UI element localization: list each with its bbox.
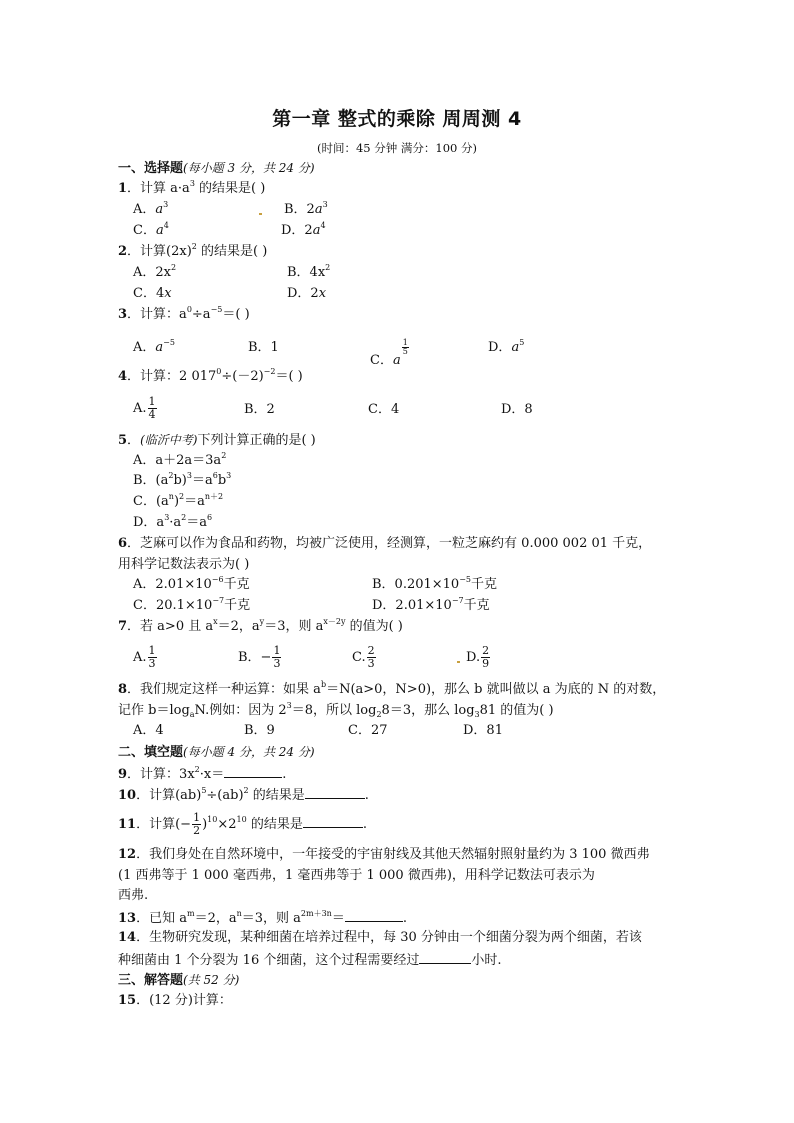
question-2: 2．计算$(2x)^2$ 的结果是( ) <box>118 242 268 259</box>
option-7c: C. $\frac{2}{3}$ <box>352 644 375 670</box>
option-4b: B．2 <box>244 402 275 417</box>
fraction: $\frac{1}{3}$ <box>148 644 156 670</box>
answer-blank[interactable] <box>419 950 471 964</box>
question-8-cont: 记作 $b=\log_aN$.例如：因为 $2^3=8$，所以 $\log_28=3$，那么 $\log_381$ 的值为( ) <box>118 701 554 719</box>
option-6d: D．$2.01\times 10^{-7}$千克 <box>372 596 490 613</box>
option-2a: A．$2x^2$ <box>133 263 177 280</box>
question-12-cont2: 西弗. <box>118 888 149 903</box>
option-2c: C．4x <box>133 286 172 301</box>
option-8c: C．27 <box>348 723 388 738</box>
question-1: 1．计算 $a\cdot a^3$ 的结果是( ) <box>118 179 266 196</box>
option-5a: A．$a+2a=3a^2$ <box>133 451 227 468</box>
question-7: 7．若 a>0 且 $a^x=2$，$a^y=3$，则 $a^{x-2y}$ 的值为( ) <box>118 617 403 634</box>
question-15: 15．(12 分)计算： <box>118 993 232 1008</box>
fraction: $\frac{2}{9}$ <box>482 644 490 670</box>
question-10: 10．计算(ab)$^5$÷(ab)$^2$ 的结果是 . <box>118 786 369 803</box>
question-14: 14．生物研究发现，某种细菌在培养过程中，每 30 分钟由一个细菌分裂为两个细菌，若该 <box>118 930 642 945</box>
question-13: 13．已知 $a^m=2$，$a^n=3$，则 $a^{2m+3n}=$ . <box>118 909 407 926</box>
option-3d: D．$a^5$ <box>488 338 525 355</box>
question-6-cont: 用科学记数法表示为( ) <box>118 557 250 572</box>
fraction: $\frac{2}{3}$ <box>367 644 375 670</box>
fraction: $\frac{1}{2}$ <box>193 811 201 837</box>
answer-blank[interactable] <box>224 764 282 778</box>
option-2b: B．$4x^2$ <box>287 263 331 280</box>
option-3a: A．$a^{-5}$ <box>133 338 175 355</box>
answer-blank[interactable] <box>303 814 363 828</box>
option-4d: D．8 <box>501 402 533 417</box>
option-3c: C．a $\frac{1}{5}$ <box>370 338 408 368</box>
option-2d: D．2x <box>287 286 327 301</box>
question-3: 3．计算：$a^0\div a^{-5}=$( ) <box>118 305 250 322</box>
option-8d: D．81 <box>463 723 503 738</box>
option-3b: B．1 <box>248 340 279 355</box>
question-4: 4．计算：2 $017^0\div(-2)^{-2}=$( ) <box>118 367 303 384</box>
option-7a: A. $\frac{1}{3}$ <box>133 644 156 670</box>
page-title: 第一章 整式的乘除 周周测 4 <box>272 108 522 130</box>
question-6: 6．芝麻可以作为食品和药物，均被广泛使用，经测算，一粒芝麻约有 0.000 002 01 千克， <box>118 536 652 551</box>
option-1a: A．$a^3$ <box>133 200 169 217</box>
option-4c: C．4 <box>368 402 400 417</box>
answer-blank[interactable] <box>305 785 365 799</box>
section-heading-fill: 二、填空题(每小题 4 分，共 24 分) <box>118 745 315 760</box>
question-11: 11．计算(− $\frac{1}{2}$ )$^{10}\times 2^{10}$ 的结果是 . <box>118 811 367 837</box>
question-12: 12．我们身处在自然环境中，一年接受的宇宙射线及其他天然辐射照射量约为 3 100 微西弗 <box>118 847 650 862</box>
option-7b: B．− $\frac{1}{3}$ <box>238 644 281 670</box>
section-heading-choice: 一、选择题(每小题 3 分，共 24 分) <box>118 161 315 176</box>
section-heading-solve: 三、解答题(共 52 分) <box>118 973 240 988</box>
fraction: $\frac{1}{4}$ <box>148 395 156 421</box>
question-9: 9．计算：$3x^2\cdot x=$ . <box>118 765 287 782</box>
option-1d: D．$2a^4$ <box>281 221 326 238</box>
option-1c: C．$a^4$ <box>133 221 169 238</box>
option-5d: D．$a^3\cdot a^2=a^6$ <box>133 513 213 530</box>
option-6c: C．$20.1\times 10^{-7}$千克 <box>133 596 251 613</box>
page-subtitle: (时间：45 分钟 满分：100 分) <box>316 141 478 155</box>
option-8b: B．9 <box>244 723 275 738</box>
option-6a: A．$2.01\times 10^{-6}$千克 <box>133 575 250 592</box>
stray-mark <box>457 661 460 663</box>
option-5b: B．$(a^2b)^3=a^6b^3$ <box>133 471 232 488</box>
option-4a: A. $\frac{1}{4}$ <box>133 395 156 421</box>
option-6b: B．$0.201\times 10^{-5}$千克 <box>372 575 498 592</box>
fraction: $\frac{1}{3}$ <box>273 644 281 670</box>
question-5: 5．(临沂中考)下列计算正确的是( ) <box>118 433 316 448</box>
option-1b: B．$2a^3$ <box>284 200 328 217</box>
exponent-fraction: $\frac{1}{5}$ <box>402 338 408 356</box>
question-12-cont: (1 西弗等于 1 000 毫西弗，1 毫西弗等于 1 000 微西弗)，用科学记数法可表示为 <box>118 868 595 883</box>
option-5c: C．$(a^n)^2=a^{n+2}$ <box>133 492 224 509</box>
question-14-cont: 种细菌由 1 个分裂为 16 个细菌，这个过程需要经过 小时. <box>118 950 501 970</box>
stray-mark <box>259 213 262 215</box>
option-8a: A．4 <box>133 723 164 738</box>
option-7d: D. $\frac{2}{9}$ <box>466 644 490 670</box>
answer-blank[interactable] <box>345 908 403 922</box>
question-8: 8．我们规定这样一种运算：如果 $a^b=N(a>0$，N>0)，那么 b 就叫做以 a 为底的 N 的对数， <box>118 680 666 697</box>
